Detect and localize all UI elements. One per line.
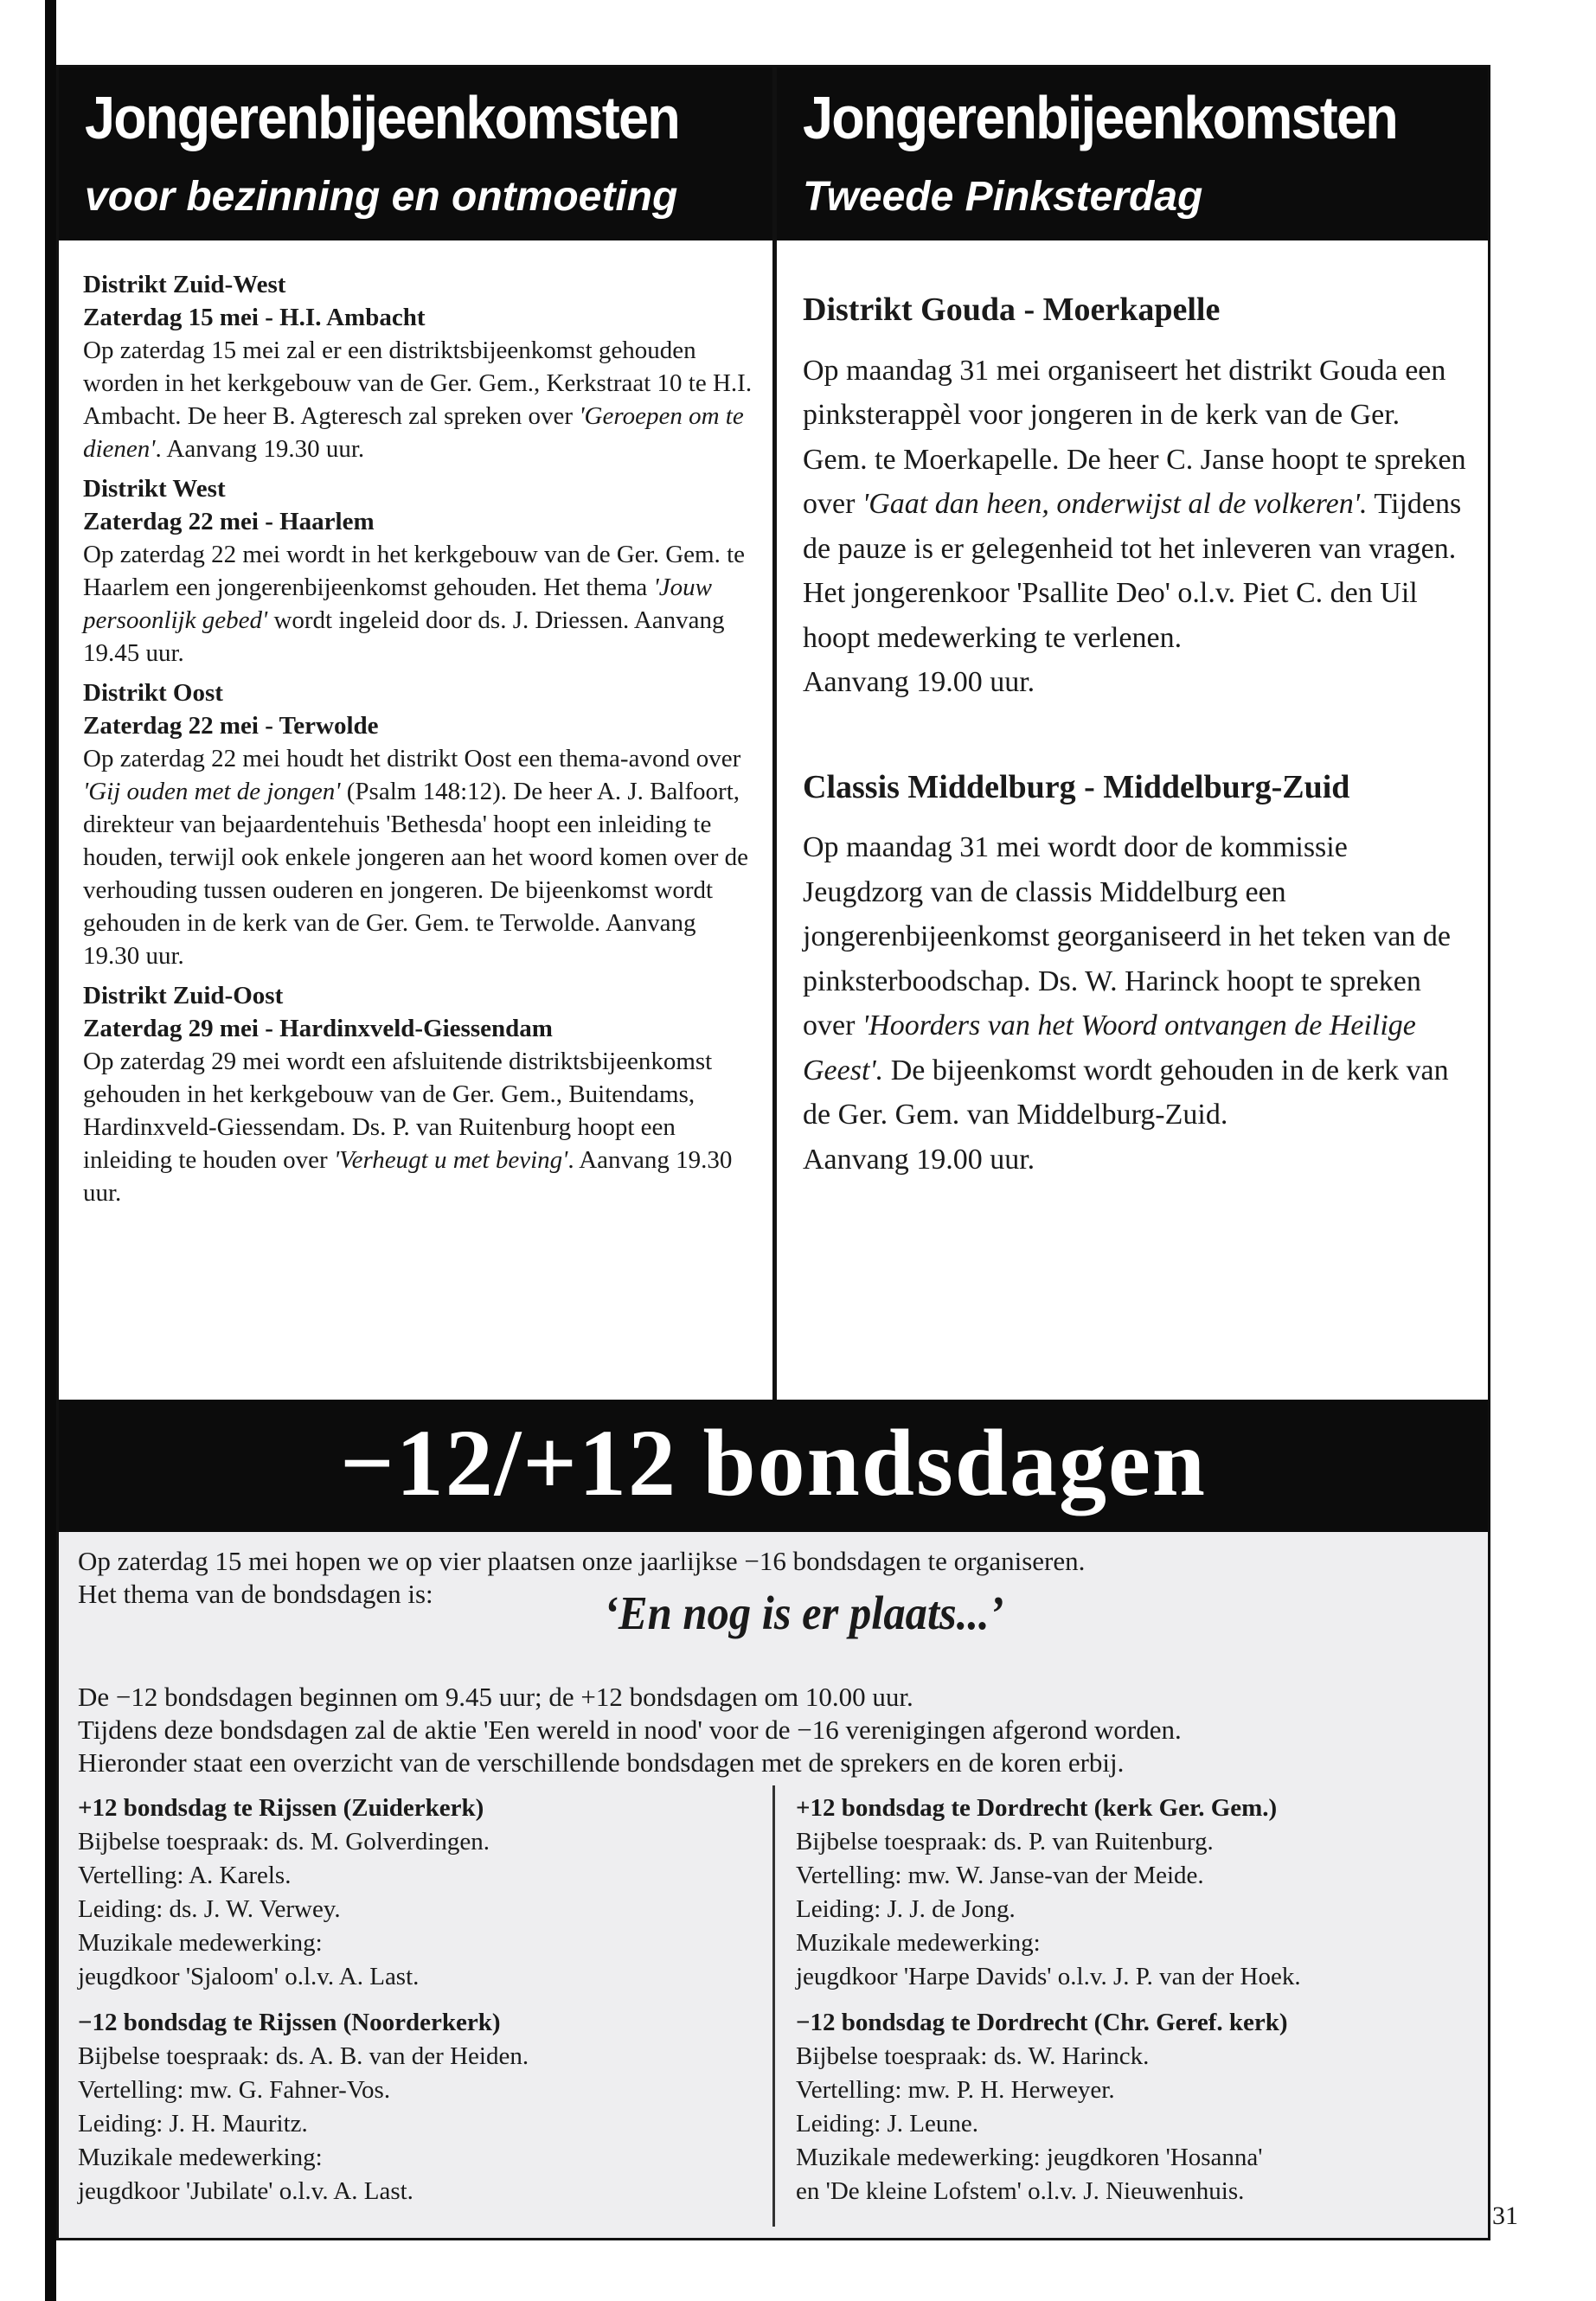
bondsdagen-divider — [772, 1785, 775, 2227]
meeting-text — [83, 538, 758, 670]
block-heading: Distrikt Gouda - Moerkapelle — [803, 292, 1221, 328]
info-line: Tijdens deze bondsdagen zal de aktie 'Een wereld in nood' voor de −16 verenigingen afgerond worden. — [78, 1715, 1182, 1745]
meeting-entry — [83, 979, 758, 1209]
block-text — [803, 825, 1469, 1138]
bondsdag-entry — [78, 1791, 761, 1994]
theme-text: 'Hoorders van het Woord ontvangen de Heilige Geest'. — [803, 1009, 1416, 1086]
bondsdagen-info — [78, 1681, 1479, 1779]
text-part: Op zaterdag 29 mei wordt een afsluitende distriktsbijeenkomst gehouden in het kerkgebouw van de Ger. Gem., Buitendams, Hardinxveld-Giessendam. Ds. P. van Ruitenburg hoopt een inleiding te houden over — [83, 1048, 713, 1174]
meeting-entry — [83, 472, 758, 670]
bondsdag-line: Bijbelse toespraak: ds. P. van Ruitenburg. — [796, 1828, 1214, 1856]
theme-text: 'Verheugt u met beving' — [333, 1146, 568, 1174]
meeting-text — [83, 1045, 758, 1209]
bondsdag-line: Bijbelse toespraak: ds. A. B. van der Heiden. — [78, 2042, 529, 2070]
bondsdag-line: en 'De kleine Lofstem' o.l.v. J. Nieuwenhuis. — [796, 2177, 1245, 2205]
theme-text: 'Geroepen om te dienen' — [83, 402, 744, 463]
page — [56, 65, 1490, 2240]
text-part: Op zaterdag 15 mei zal er een distriktsbijeenkomst gehouden worden in het kerkgebouw van de Ger. Gem., Kerkstraat 10 te H.I. Ambacht. De heer B. Agteresch zal spreken over — [83, 336, 753, 430]
pinkster-block — [803, 288, 1469, 705]
district-name: Distrikt Zuid-Oost — [83, 982, 284, 1009]
text-part: De bijeenkomst wordt gehouden in de kerk van de Ger. Gem. van Middelburg-Zuid. — [803, 1054, 1449, 1131]
bondsdag-entry — [796, 2006, 1479, 2208]
header-left-subtitle: voor bezinning en ontmoeting — [85, 174, 678, 220]
bondsdag-heading: +12 bondsdag te Rijssen (Zuiderkerk) — [78, 1794, 484, 1822]
bondsdag-line: Vertelling: A. Karels. — [78, 1862, 292, 1889]
district-meetings-list — [83, 268, 758, 1216]
theme-text: 'Jouw persoonlijk gebed' — [83, 574, 712, 634]
meeting-text — [83, 334, 758, 465]
bondsdag-line: Leiding: J. J. de Jong. — [796, 1895, 1016, 1923]
pinkster-meetings — [803, 288, 1469, 1182]
bondsdag-line: Muzikale medewerking: jeugdkoren 'Hosanna' — [796, 2144, 1263, 2171]
bondsdag-heading: −12 bondsdag te Dordrecht (Chr. Geref. kerk) — [796, 2009, 1288, 2036]
header-right — [777, 67, 1488, 240]
bondsdag-line: Vertelling: mw. W. Janse-van der Meide. — [796, 1862, 1204, 1889]
bondsdag-line: Vertelling: mw. P. H. Herweyer. — [796, 2076, 1115, 2104]
page-number: 31 — [1492, 2202, 1518, 2230]
bondsdag-line: Muzikale medewerking: — [78, 2144, 323, 2171]
block-heading: Classis Middelburg - Middelburg-Zuid — [803, 768, 1350, 805]
header-right-title: Jongerenbijeenkomsten — [803, 84, 1397, 151]
district-name: Distrikt Oost — [83, 679, 223, 707]
bondsdag-line: Bijbelse toespraak: ds. M. Golverdingen. — [78, 1828, 490, 1856]
banner-title: −12/+12 bondsdagen — [340, 1410, 1207, 1516]
bondsdag-line: Muzikale medewerking: — [796, 1929, 1041, 1957]
text-part: Op maandag 31 mei organiseert het distrikt Gouda een pinksterappèl voor jongeren in de kerk van de Ger. Gem. te Moerkapelle. De heer C. Janse hoopt te spreken over — [803, 354, 1466, 520]
info-line: De −12 bondsdagen beginnen om 9.45 uur; de +12 bondsdagen om 10.00 uur. — [78, 1682, 913, 1712]
theme-text: 'Gij ouden met de jongen' — [83, 778, 341, 805]
bondsdag-entry — [78, 2006, 761, 2208]
intro-line: Op zaterdag 15 mei hopen we op vier plaatsen onze jaarlijkse −16 bondsdagen te organiseren. — [78, 1546, 1086, 1576]
bondsdag-line: jeugdkoor 'Sjaloom' o.l.v. A. Last. — [78, 1963, 420, 1990]
bondsdag-line: Vertelling: mw. G. Fahner-Vos. — [78, 2076, 391, 2104]
header-right-subtitle: Tweede Pinksterdag — [803, 174, 1203, 220]
bondsdag-line: Leiding: J. Leune. — [796, 2110, 979, 2138]
meeting-entry — [83, 676, 758, 972]
text-part: wordt ingeleid door ds. J. Driessen. Aanvang 19.45 uur. — [83, 606, 725, 667]
bondsdagen-rijssen — [78, 1791, 761, 2221]
header-left-title: Jongerenbijeenkomsten — [85, 84, 679, 151]
column-divider — [772, 67, 777, 1400]
header-left — [59, 67, 772, 240]
bondsdagen-banner — [59, 1400, 1488, 1532]
block-text — [803, 349, 1469, 661]
text-part: (Psalm 148:12). De heer A. J. Balfoort, direkteur van bejaardentehuis 'Bethesda' hoopt een inleiding te houden, terwijl ook enkele jongeren aan het woord komen over de verhouding tussen ouderen en jongeren. De bijeenkomst wordt gehouden in de kerk van de Ger. Gem. te Terwolde. Aanvang 19.30 uur. — [83, 778, 749, 970]
meeting-date: Zaterdag 22 mei - Haarlem — [83, 508, 375, 535]
district-name: Distrikt Zuid-West — [83, 271, 286, 298]
bondsdag-line: Muzikale medewerking: — [78, 1929, 323, 1957]
meeting-entry — [83, 268, 758, 465]
start-time: Aanvang 19.00 uur. — [803, 666, 1035, 698]
bondsdagen-dordrecht — [796, 1791, 1479, 2221]
start-time: Aanvang 19.00 uur. — [803, 1143, 1035, 1176]
text-part: . Aanvang 19.30 uur. — [83, 1146, 733, 1207]
text-part: Tijdens de pauze is er gelegenheid tot het inleveren van vragen. Het jongerenkoor 'Psallite Deo' o.l.v. Piet C. den Uil hoopt medewerking te verlenen. — [803, 488, 1462, 654]
bondsdag-line: jeugdkoor 'Jubilate' o.l.v. A. Last. — [78, 2177, 413, 2205]
bondsdag-line: Bijbelse toespraak: ds. W. Harinck. — [796, 2042, 1150, 2070]
text-part: Op maandag 31 mei wordt door de kommissie Jeugdzorg van de classis Middelburg een jongerenbijeenkomst georganiseerd in het teken van de pinksterboodschap. Ds. W. Harinck hoopt te spreken over — [803, 831, 1452, 1042]
text-part: . Aanvang 19.30 uur. — [155, 435, 365, 463]
bondsdag-entry — [796, 1791, 1479, 1994]
intro-line: Het thema van de bondsdagen is: — [78, 1579, 433, 1609]
left-edge-bar — [45, 0, 56, 2301]
text-part: Op zaterdag 22 mei wordt in het kerkgebouw van de Ger. Gem. te Haarlem een jongerenbijeenkomst gehouden. Het thema — [83, 541, 746, 601]
bondsdag-heading: +12 bondsdag te Dordrecht (kerk Ger. Gem.) — [796, 1794, 1278, 1822]
bondsdagen-panel — [59, 1532, 1488, 2238]
bondsdag-line: Leiding: ds. J. W. Verwey. — [78, 1895, 341, 1923]
meeting-date: Zaterdag 15 mei - H.I. Ambacht — [83, 304, 426, 331]
meeting-date: Zaterdag 29 mei - Hardinxveld-Giessendam — [83, 1015, 553, 1042]
district-name: Distrikt West — [83, 475, 226, 503]
meeting-text — [83, 742, 758, 972]
bondsdagen-theme: ‘En nog is er plaats...’ — [604, 1586, 1004, 1639]
meeting-date: Zaterdag 22 mei - Terwolde — [83, 712, 379, 740]
theme-text: 'Gaat dan heen, onderwijst al de volkeren'. — [862, 488, 1368, 520]
text-part: Op zaterdag 22 mei houdt het distrikt Oost een thema-avond over — [83, 745, 741, 772]
pinkster-block — [803, 766, 1469, 1183]
bondsdag-heading: −12 bondsdag te Rijssen (Noorderkerk) — [78, 2009, 501, 2036]
bondsdag-line: Leiding: J. H. Mauritz. — [78, 2110, 308, 2138]
bondsdag-line: jeugdkoor 'Harpe Davids' o.l.v. J. P. van der Hoek. — [796, 1963, 1301, 1990]
info-line: Hieronder staat een overzicht van de verschillende bondsdagen met de sprekers en de koren erbij. — [78, 1747, 1125, 1778]
